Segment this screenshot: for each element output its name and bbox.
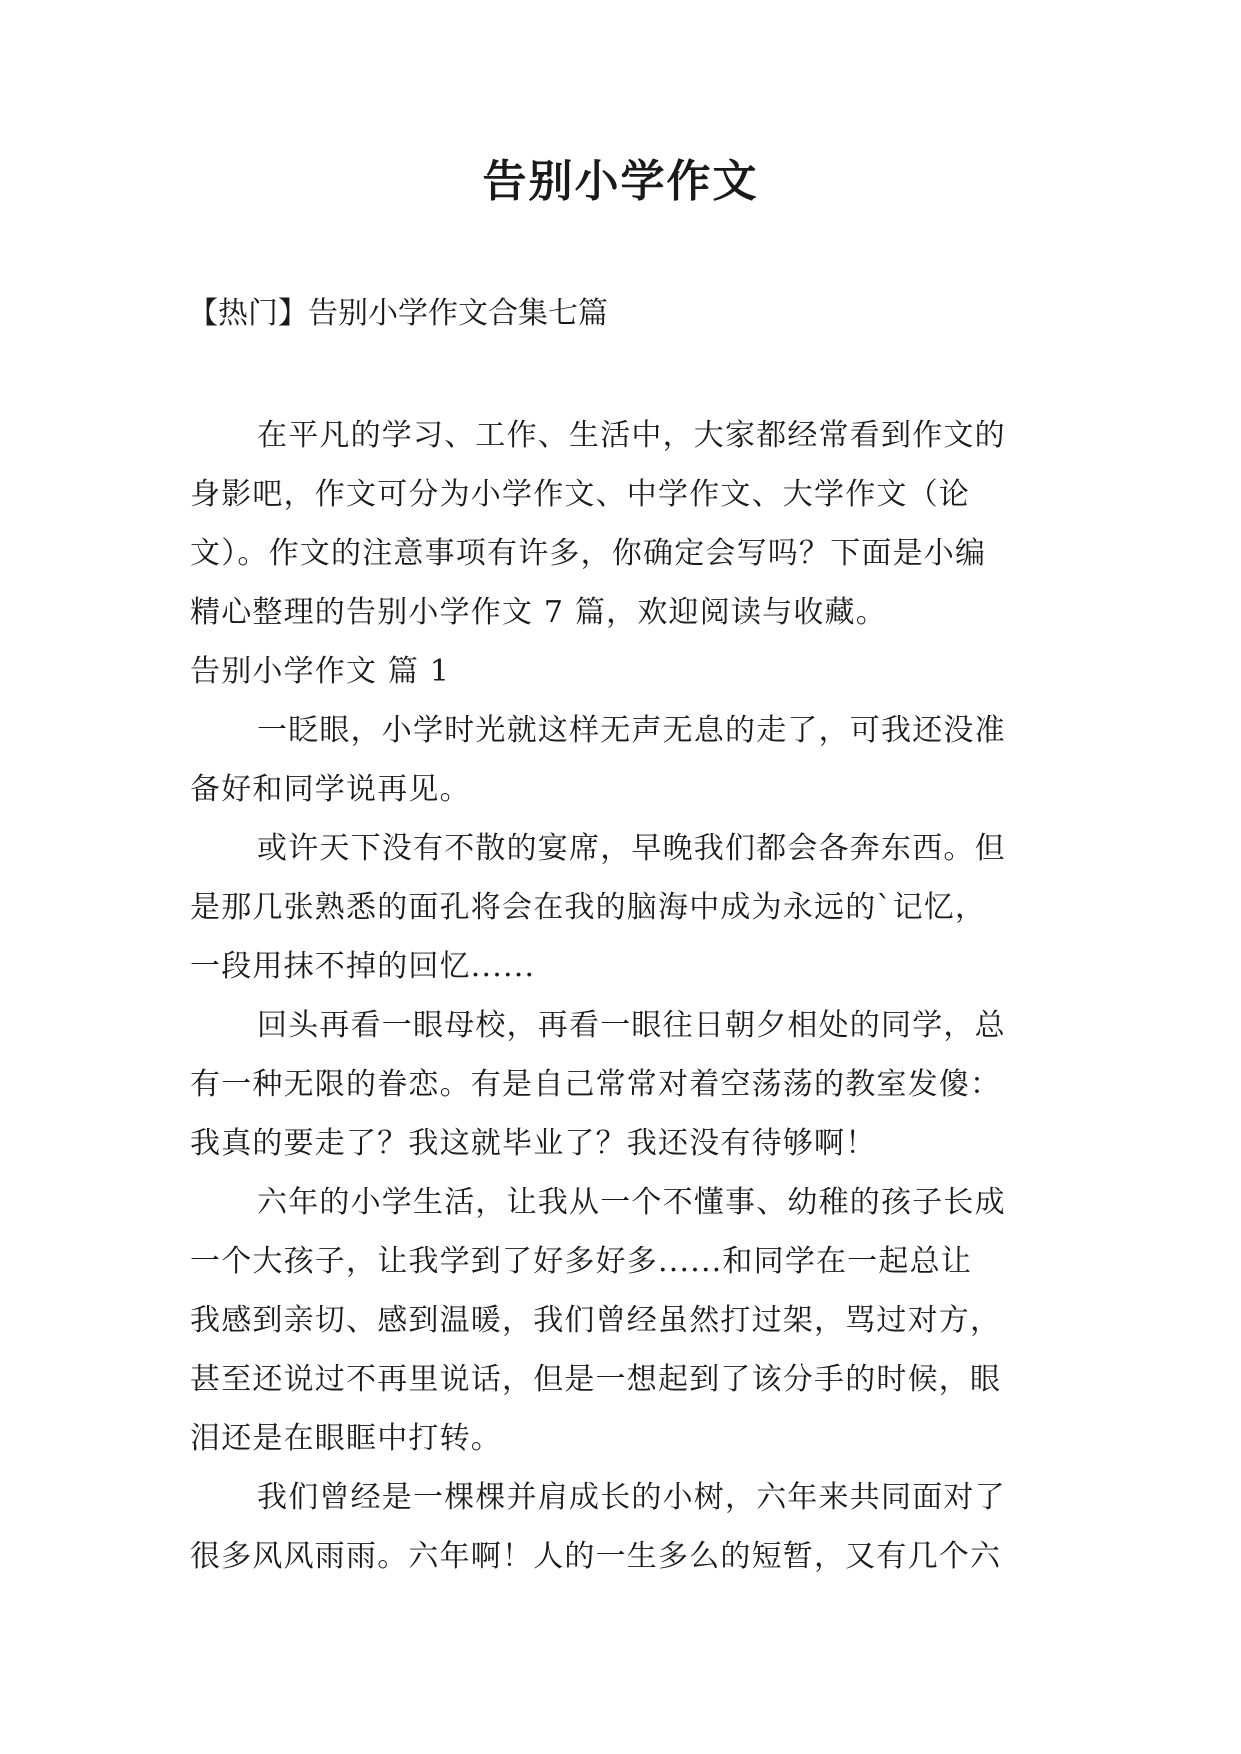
- text-line: 很多风风雨雨。六年啊！人的一生多么的短暂，又有几个六: [190, 1539, 1002, 1574]
- text-line: 六年的小学生活，让我从一个不懂事、幼稚的孩子长成: [257, 1185, 1006, 1220]
- text-line: 回头再看一眼母校，再看一眼往日朝夕相处的同学，总: [257, 1008, 1006, 1043]
- text-line: 备好和同学说再见。: [190, 772, 471, 807]
- text-line: 是那几张熟悉的面孔将会在我的脑海中成为永远的`记忆，: [190, 890, 987, 925]
- text-line: 或许天下没有不散的宴席，早晚我们都会各奔东西。但: [257, 831, 1006, 866]
- text-line: 文）。作文的注意事项有许多，你确定会写吗？下面是小编: [190, 536, 987, 571]
- text-line: 身影吧，作文可分为小学作文、中学作文、大学作文（论: [190, 477, 970, 512]
- text-line: 泪还是在眼眶中打转。: [190, 1421, 502, 1456]
- text-line: 甚至还说过不再里说话，但是一想起到了该分手的时候，眼: [190, 1362, 1002, 1397]
- text-line: 一段用抹不掉的回忆......: [190, 949, 536, 984]
- text-line: 我真的要走了？我这就毕业了？我还没有待够啊！: [190, 1126, 877, 1161]
- text-line: 一眨眼，小学时光就这样无声无息的走了，可我还没准: [257, 713, 1006, 748]
- document-subtitle: 【热门】告别小学作文合集七篇: [188, 296, 608, 331]
- document-body: [190, 406, 1060, 1586]
- text-line: 在平凡的学习、工作、生活中，大家都经常看到作文的: [257, 418, 1006, 453]
- text-line: 告别小学作文 篇 1: [190, 654, 451, 689]
- text-line: 我们曾经是一棵棵并肩成长的小树，六年来共同面对了: [257, 1480, 1006, 1515]
- document-title: 告别小学作文: [482, 156, 759, 207]
- text-line: 一个大孩子，让我学到了好多好多......和同学在一起总让: [190, 1244, 973, 1279]
- text-line: 我感到亲切、感到温暖，我们曾经虽然打过架，骂过对方，: [190, 1303, 1002, 1338]
- text-line: 有一种无限的眷恋。有是自己常常对着空荡荡的教室发傻：: [190, 1067, 1002, 1102]
- text-line: 精心整理的告别小学作文 7 篇，欢迎阅读与收藏。: [190, 595, 887, 630]
